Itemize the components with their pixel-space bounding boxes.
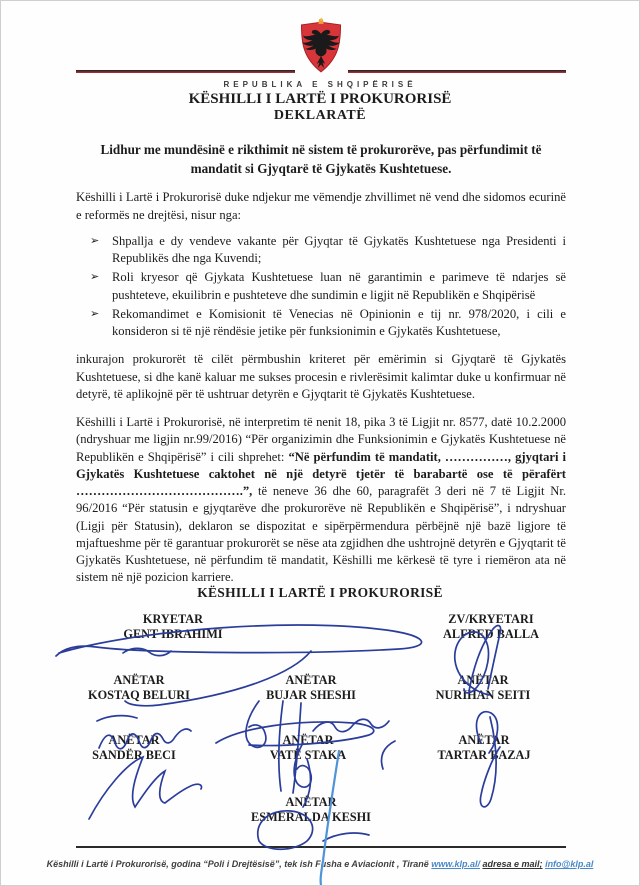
legal-text: të neneve 36 dhe 60, paragrafët 3 deri në 7 të Ligjit Nr. 96/2016 “Për statusin e gjyqtarëve dhe prokurorëve në Republikën e Shqipërisë”, i ndryshuar (Ligji për Statusin), deklaron se dispozitat e sipërpërmendura përbëjnë një bazë ligjore të mjaftueshme për të garantuar prokurorët se nëse ata zgjidhen dhe ushtrojnë detyrën e Gjyqtarit të Gjykatës Kushtetuese, në përfundim të mandatit, Këshilli me kërkesë të tyre i riemëron ata në sistem në një pozicion karriere. (76, 484, 566, 585)
arrow-bullet-icon: ➢ (90, 234, 100, 247)
subject-line: Lidhur me mundësinë e rikthimit në sistem të prokurorëve, pas përfundimit të mandatit si Gjyqtarë të Gjykatës Kushtetuese. (100, 142, 542, 177)
signatory-role: ANËTAR (282, 733, 334, 747)
list-item (76, 233, 566, 268)
signatory-role: ANËTAR (285, 795, 337, 809)
signatory-vate-staka (223, 733, 393, 763)
footer-rule (76, 846, 566, 848)
document-body (76, 132, 566, 587)
albanian-eagle-crest-icon (293, 17, 349, 75)
institution-name: KËSHILLI I LARTË I PROKURORISË (188, 91, 452, 107)
signatory-tartar-bazaj (399, 733, 569, 763)
signatory-name: KOSTAQ BELURI (88, 688, 190, 702)
signatory-alfred-balla (406, 612, 576, 642)
footer-address-line (1, 859, 639, 869)
arrow-bullet-icon: ➢ (90, 271, 100, 284)
signatory-name: GENT IBRAHIMI (123, 627, 223, 641)
signatory-name: NURIHAN SEITI (435, 688, 531, 702)
signatory-name: VATË STAKA (269, 748, 347, 762)
signatory-role: ANËTAR (457, 673, 509, 687)
signatory-role: KRYETAR (142, 612, 204, 626)
signatory-name: TARTAR BAZAJ (437, 748, 531, 762)
footer-address: Këshilli i Lartë i Prokurorisë, godina “Poli i Drejtësisë”, tek ish Fusha e Aviacionit , Tiranë (46, 859, 429, 869)
bullet-list (76, 233, 566, 341)
list-item (76, 306, 566, 341)
website-link[interactable]: www.klp.al/ (431, 859, 480, 869)
header-rule-right (348, 70, 566, 73)
bullet-text: Roli kryesor që Gjykata Kushtetuese luan në garantimin e parimeve të ndarjes së pushteteve, ekuilibrin e pushteteve dhe sundimin e ligjit në Republikën e Shqipërisë (112, 270, 566, 302)
signatory-bujar-sheshi (226, 673, 396, 703)
legal-quote: “Në përfundim të mandatit, ……………, gjyqtari i Gjykatës Kushtetuese caktohet në një detyrë tjetër të barabartë ose të përafërt ………………………………….”, (76, 449, 567, 499)
signatory-kostaq-beluri (54, 673, 224, 703)
header-rule-left (76, 70, 295, 73)
signatory-esmeralda-keshi (226, 795, 396, 825)
country-name: REPUBLIKA E SHQIPËRISË (223, 80, 417, 89)
signatory-name: ESMERALDA KESHI (251, 810, 371, 824)
signature-section-heading: KËSHILLI I LARTË I PROKURORISË (197, 585, 443, 600)
signatory-name: BUJAR SHESHI (266, 688, 356, 702)
bullet-text: Rekomandimet e Komisionit të Venecias në Opinionin e tij nr. 978/2020, i cili e konsideron si të një rëndësie jetike për funksionimin e Gjykatës Kushtetuese, (112, 306, 566, 339)
signatory-nurihan-seiti (398, 673, 568, 703)
signatory-role: ANËTAR (285, 673, 337, 687)
signatory-name: SANDËR BECI (92, 748, 176, 762)
email-link[interactable]: info@klp.al (545, 859, 594, 869)
signatory-role: ANËTAR (113, 673, 165, 687)
signatory-role: ANËTAR (108, 733, 160, 747)
arrow-bullet-icon: ➢ (90, 307, 100, 320)
signatory-role: ANËTAR (458, 733, 510, 747)
list-item (76, 269, 566, 304)
signatory-gent-ibrahimi (88, 612, 258, 642)
intro-paragraph: Këshilli i Lartë i Prokurorisë duke ndjekur me vëmendje zhvillimet në vend dhe sidomos ecurinë e reformës ne drejtësi, nisur nga: (76, 190, 566, 222)
signatory-role: ZV/KRYETARI (448, 612, 534, 626)
signatory-sander-beci (49, 733, 219, 763)
encouragement-paragraph: inkurajon prokurorët të cilët përmbushin kriteret për emërimin si Gjyqtarë të Gjykatës Kushtetuese, si dhe kanë kaluar me sukses procesin e rivlerësimit kalimtar duke u konfirmuar në detyrë, të aplikojnë për të ushtruar detyrën e Gjyqtarit të Gjykatës Kushtetuese. (76, 352, 566, 401)
legal-paragraph (76, 414, 566, 587)
mail-label: adresa e mail; (482, 859, 543, 869)
bullet-text: Shpallja e dy vendeve vakante për Gjyqtar të Gjykatës Kushtetuese nga Presidenti i Republikës dhe nga Kuvendi; (112, 233, 566, 266)
signatory-name: ALFRED BALLA (443, 627, 539, 641)
document-type-title: DEKLARATË (273, 108, 367, 123)
signature-sander-beci (89, 757, 202, 819)
legal-text: Këshilli i Lartë i Prokurorisë, në interpretim të nenit 18, pika 3 të Ligjit nr. 8577, datë 10.2.2000 (ndryshuar me ligjin nr.99/2016) “Për organizimin dhe Funksionimin e Gjykatës Kushtetuese në Republikën e Shqipërisë” i cili shprehet: (76, 415, 566, 464)
